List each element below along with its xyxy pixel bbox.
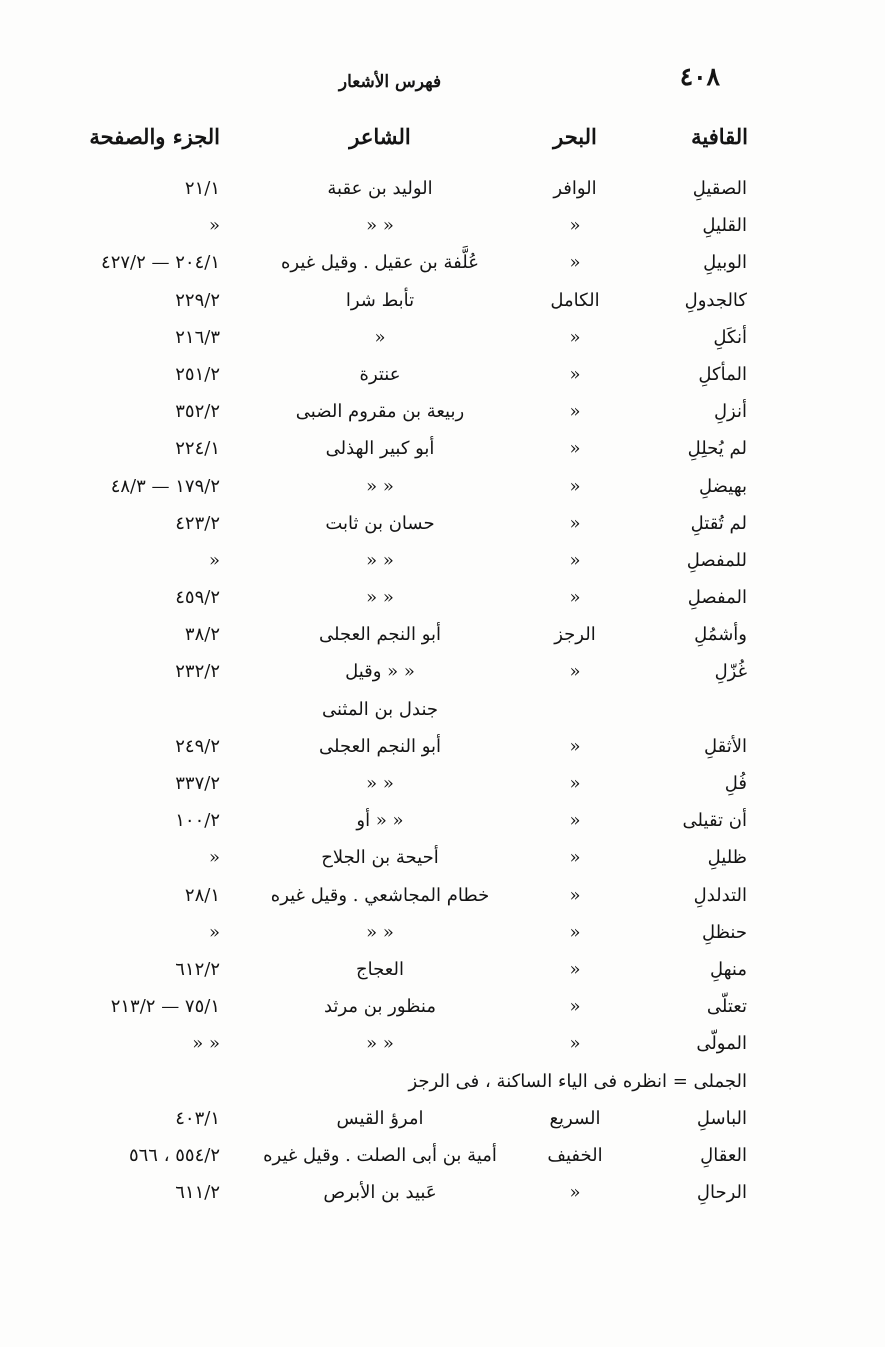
volume-page-cell: ٤٥٩/٢ — [175, 587, 220, 609]
rhyme-cell: حنظلِ — [702, 921, 747, 943]
meter-cell: « — [569, 1033, 581, 1055]
rhyme-cell: الصقيلِ — [692, 178, 747, 199]
rhyme-cell: لم تُقتلِ — [690, 512, 747, 534]
rhyme-cell: الباسلِ — [696, 1107, 747, 1129]
table-row — [0, 732, 885, 769]
meter-cell: السريع — [549, 1107, 601, 1129]
volume-page-cell: ٧٥/١ — ٢١٣/٢ — [110, 996, 220, 1018]
meter-cell: « — [569, 884, 581, 906]
poet-cell: عَبيد بن الأبرص — [323, 1182, 437, 1204]
poet-cell: أحيحة بن الجلاح — [321, 847, 439, 869]
volume-page-cell: ٢٣٢/٢ — [175, 661, 220, 683]
table-row — [0, 881, 885, 918]
table-row — [0, 695, 885, 732]
poet-cell: أمية بن أبى الصلت . وقيل غيره — [263, 1144, 497, 1166]
table-row — [0, 509, 885, 546]
volume-page-cell: « — [208, 921, 220, 943]
rhyme-cell: الرحالِ — [696, 1182, 747, 1204]
meter-cell: « — [569, 252, 581, 274]
poet-cell: « « — [366, 549, 394, 571]
volume-page-cell: « « — [192, 1033, 220, 1055]
table-row — [0, 657, 885, 694]
meter-cell: الوافر — [553, 178, 597, 199]
table-row — [0, 992, 885, 1029]
rhyme-cell: الوبيلِ — [703, 252, 747, 274]
rhyme-cell: التدلدلِ — [693, 884, 747, 906]
table-row — [0, 583, 885, 620]
volume-page-cell: « — [208, 215, 220, 237]
poet-cell: « « — [366, 921, 394, 943]
rhyme-cell: أنكَلِ — [713, 326, 747, 348]
meter-cell: « — [569, 549, 581, 571]
volume-page-cell: ٢١/١ — [184, 178, 220, 199]
rhyme-cell: أنزلِ — [713, 401, 747, 423]
meter-cell: « — [569, 215, 581, 237]
table-row — [0, 918, 885, 955]
poet-cell: « « وقيل — [345, 661, 415, 683]
cross-reference-note: الجملى = انظره فى الياء الساكنة ، فى الرجز — [408, 1070, 747, 1092]
volume-page-cell: ٢٨/١ — [184, 884, 220, 906]
table-row — [0, 1141, 885, 1178]
meter-cell: « — [569, 661, 581, 683]
volume-page-cell: « — [208, 549, 220, 571]
poet-cell: عنترة — [359, 363, 401, 385]
poet-cell: « « — [366, 475, 394, 497]
table-row — [0, 620, 885, 657]
poet-cell: « — [374, 326, 386, 348]
poet-cell: العجاج — [356, 958, 404, 980]
meter-cell: « — [569, 773, 581, 794]
rhyme-cell: كالجدولِ — [684, 289, 747, 311]
poet-cell: « « — [366, 773, 394, 794]
volume-page-cell: ٦١٢/٢ — [175, 958, 220, 980]
poet-cell: ربيعة بن مقروم الضبى — [295, 401, 465, 423]
rhyme-cell: العقالِ — [700, 1144, 747, 1166]
table-row — [0, 806, 885, 843]
poet-cell: أبو النجم العجلى — [318, 624, 442, 646]
volume-page-cell: ٢٥١/٢ — [175, 363, 220, 385]
volume-page-cell: ٤٠٣/١ — [175, 1107, 220, 1129]
table-row — [0, 286, 885, 323]
volume-page-cell: ٢٤٩/٢ — [175, 735, 220, 757]
rhyme-cell: لم يُحلِلِ — [687, 438, 747, 460]
meter-cell: الخفيف — [547, 1144, 603, 1166]
volume-page-cell: ٦١١/٢ — [175, 1182, 220, 1204]
table-row — [0, 174, 885, 211]
table-row — [0, 360, 885, 397]
poet-cell: حسان بن ثابت — [325, 512, 435, 534]
poet-cell: أبو النجم العجلى — [318, 735, 442, 757]
rhyme-cell: وأشمُلِ — [694, 624, 747, 646]
poet-cell: الوليد بن عقبة — [327, 178, 433, 199]
poet-cell: « « — [366, 1033, 394, 1055]
table-row — [0, 211, 885, 248]
rhyme-cell: للمفصلِ — [686, 549, 747, 571]
meter-cell: « — [569, 810, 581, 832]
column-header-rhyme: القافية — [691, 124, 748, 149]
meter-cell: الكامل — [550, 289, 600, 311]
meter-cell: « — [569, 996, 581, 1018]
volume-page-cell: ٣٥٢/٢ — [175, 401, 220, 423]
poet-cell: امرؤ القيس — [336, 1107, 424, 1129]
rhyme-cell: المفصلِ — [687, 587, 747, 609]
table-row — [0, 1029, 885, 1066]
table-row — [0, 323, 885, 360]
table-row — [0, 843, 885, 880]
poet-cell: أبو كبير الهذلى — [325, 438, 435, 460]
volume-page-cell: ٤٢٣/٢ — [175, 512, 220, 534]
volume-page-cell: ٥٥٤/٢ ، ٥٦٦ — [128, 1144, 220, 1166]
poet-cell: جندل بن المثنى — [322, 698, 438, 720]
table-row — [0, 397, 885, 434]
table-row — [0, 472, 885, 509]
volume-page-cell: « — [208, 847, 220, 869]
rhyme-cell: ظليلِ — [707, 847, 747, 869]
rhyme-cell: منهلِ — [709, 958, 747, 980]
meter-cell: « — [569, 921, 581, 943]
meter-cell: « — [569, 363, 581, 385]
volume-page-cell: ٢٢٩/٢ — [175, 289, 220, 311]
volume-page-cell: ٢٢٤/١ — [175, 438, 220, 460]
table-row — [0, 769, 885, 806]
table-row — [0, 546, 885, 583]
poet-cell: عُلَّفة بن عقيل . وقيل غيره — [281, 252, 479, 274]
meter-cell: الرجز — [554, 624, 596, 646]
volume-page-cell: ٣٣٧/٢ — [175, 773, 220, 794]
poet-cell: خطام المجاشعي . وقيل غيره — [270, 884, 490, 906]
meter-cell: « — [569, 512, 581, 534]
column-header-volume-page: الجزء والصفحة — [89, 124, 220, 149]
volume-page-cell: ٣٨/٢ — [184, 624, 220, 646]
table-row — [0, 248, 885, 285]
rhyme-cell: الأثقلِ — [703, 735, 747, 757]
column-header-meter: البحر — [553, 124, 597, 149]
meter-cell: « — [569, 401, 581, 423]
rhyme-cell: المولّى — [696, 1033, 747, 1055]
rhyme-cell: تعتلّى — [706, 996, 747, 1018]
meter-cell: « — [569, 1182, 581, 1204]
poet-cell: « « أو — [356, 810, 404, 832]
meter-cell: « — [569, 587, 581, 609]
meter-cell: « — [569, 438, 581, 460]
meter-cell: « — [569, 735, 581, 757]
page-number: ٤٠٨ — [679, 62, 720, 91]
rhyme-cell: المأكلِ — [698, 363, 747, 385]
cross-reference-row — [0, 1067, 885, 1104]
poet-cell: تأبط شرا — [345, 289, 415, 311]
running-title: فهرس الأشعار — [338, 72, 442, 92]
rhyme-cell: غُزّلِ — [714, 661, 747, 683]
column-header-poet: الشاعر — [349, 124, 411, 149]
volume-page-cell: ١٠٠/٢ — [175, 810, 220, 832]
poet-cell: « « — [366, 215, 394, 237]
table-row — [0, 955, 885, 992]
index-table — [0, 174, 885, 1215]
volume-page-cell: ٢٠٤/١ — ٤٢٧/٢ — [101, 252, 220, 274]
table-row — [0, 1178, 885, 1215]
rhyme-cell: القليلِ — [702, 215, 747, 237]
poet-cell: منظور بن مرثد — [323, 996, 437, 1018]
volume-page-cell: ٢١٦/٣ — [175, 326, 220, 348]
meter-cell: « — [569, 326, 581, 348]
rhyme-cell: أن تقيلى — [682, 810, 747, 832]
volume-page-cell: ١٧٩/٢ — ٤٨/٣ — [110, 475, 220, 497]
table-row — [0, 1104, 885, 1141]
rhyme-cell: بهيضلِ — [699, 475, 747, 497]
meter-cell: « — [569, 475, 581, 497]
table-row — [0, 434, 885, 471]
meter-cell: « — [569, 958, 581, 980]
rhyme-cell: فُلِ — [724, 773, 747, 794]
meter-cell: « — [569, 847, 581, 869]
poet-cell: « « — [366, 587, 394, 609]
